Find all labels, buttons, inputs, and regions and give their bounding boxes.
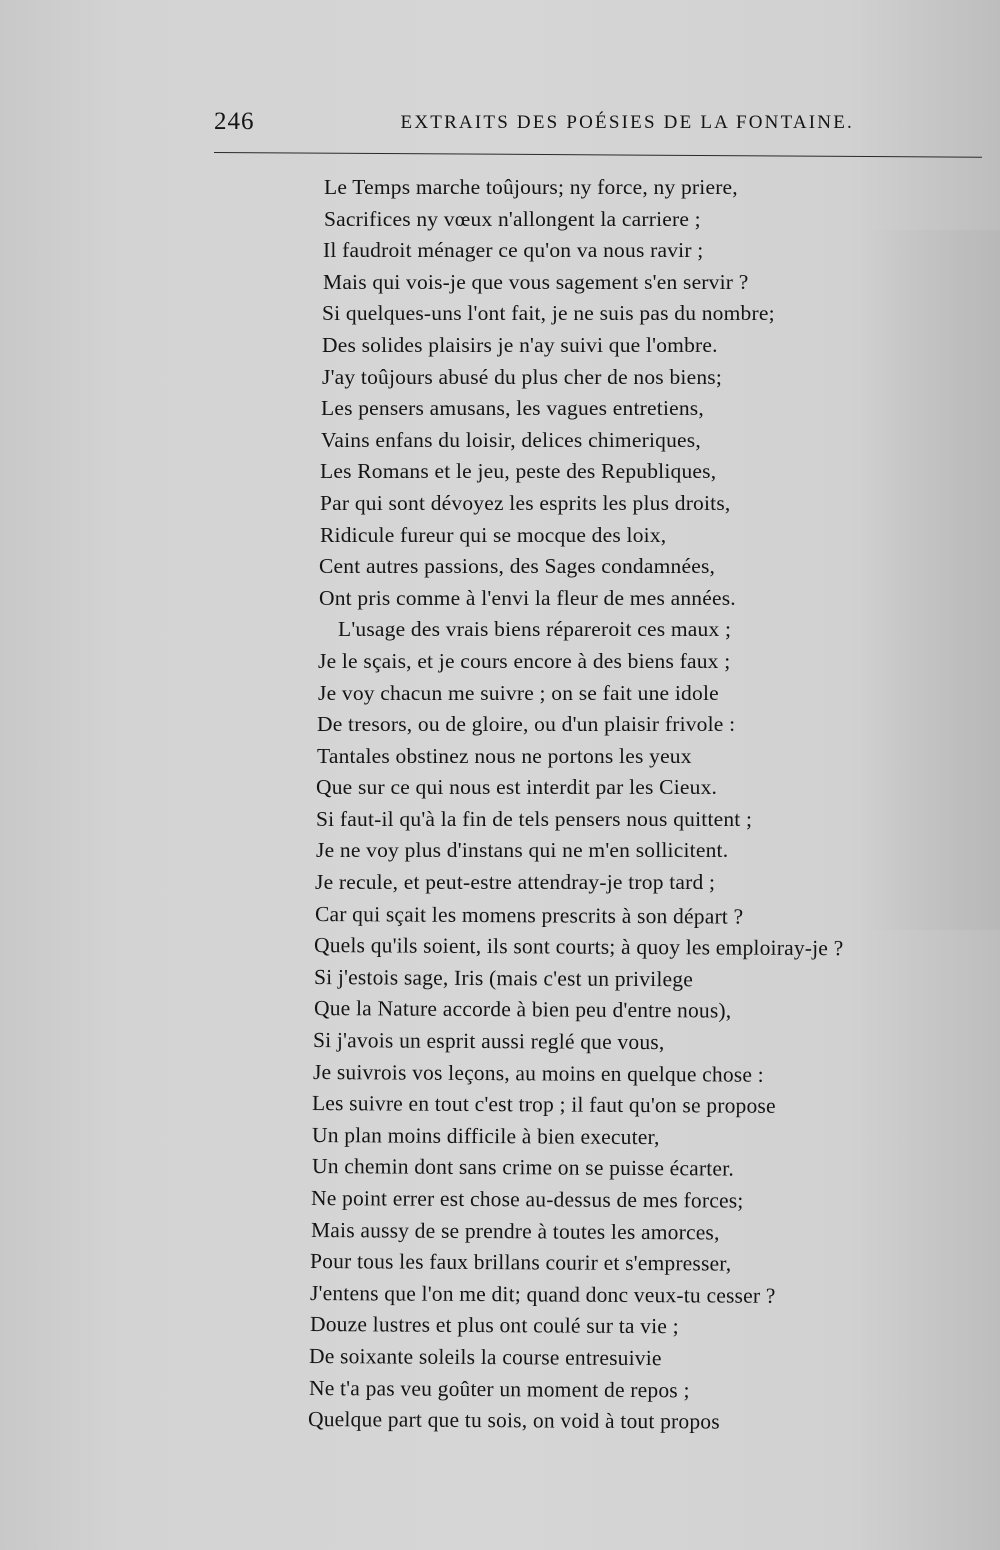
verse-line: Si quelques-uns l'ont fait, je ne suis pas du nombre; [322,301,775,326]
verse-line: Ridicule fureur qui se mocque des loix, [320,522,667,547]
verse-line: Le Temps marche toûjours; ny force, ny priere, [324,175,738,199]
page-number: 246 [214,108,255,135]
verse-line: De tresors, ou de gloire, ou d'un plaisir frivole : [317,712,736,737]
verse-line: Je voy chacun me suivre ; on se fait une idole [318,680,719,705]
verse-line: L'usage des vrais biens répareroit ces maux ; [338,617,732,642]
verse-line: Pour tous les faux brillans courir et s'empresser, [309,1249,732,1276]
verse-line: Si j'estois sage, Iris (mais c'est un privilege [313,964,694,992]
verse-line: Je ne voy plus d'instans qui ne m'en sollicitent. [316,838,729,863]
verse-line: J'entens que l'on me dit; quand donc veux-tu cesser ? [309,1280,776,1308]
verse-line: Si faut-il qu'à la fin de tels pensers nous quittent ; [316,806,753,831]
verse-line: Vains enfans du loisir, delices chimeriques, [321,427,701,452]
verse-line: Mais aussy de se prendre à toutes les amorces, [310,1217,720,1245]
verse-line: Ne t'a pas veu goûter un moment de repos ; [308,1375,690,1402]
verse-line: Un plan moins difficile à bien executer, [311,1122,660,1149]
verse-line: Que la Nature accorde à bien peu d'entre nous), [313,996,732,1023]
verse-line: Que sur ce qui nous est interdit par les Cieux. [316,775,718,800]
verse-line: De soixante soleils la course entresuivie [308,1343,662,1371]
running-head [214,108,854,142]
verse-line: Ne point errer est chose au-dessus de mes forces; [310,1186,744,1213]
verse-line: Tantales obstinez nous ne portons les yeux [317,743,692,768]
verse-line: Un chemin dont sans crime on se puisse écarter. [311,1154,735,1181]
verse-line: Par qui sont dévoyez les esprits les plus droits, [320,490,731,515]
verse-line: Quelque part que tu sois, on void à tout propos [307,1407,720,1434]
verse-line: Je suivrois vos leçons, au moins en quelque chose : [312,1059,764,1087]
verse-line: Je le sçais, et je cours encore à des biens faux ; [318,648,731,673]
running-title: EXTRAITS DES POÉSIES DE LA FONTAINE. [400,112,854,133]
verse-line: Car qui sçait les momens prescrits à son départ ? [314,901,744,929]
verse-line: Mais qui vois-je que vous sagement s'en servir ? [323,269,749,294]
verse-line: Des solides plaisirs je n'ay suivi que l'ombre. [322,332,718,357]
verse-line: Les suivre en tout c'est trop ; il faut qu'on se propose [311,1091,776,1119]
header-rule [214,152,982,158]
verse-line: Les Romans et le jeu, peste des Republiques, [320,459,717,484]
verse-line: Quels qu'ils soient, ils sont courts; à quoy les emploiray-je ? [313,933,844,961]
verse-line: Il faudroit ménager ce qu'on va nous ravir ; [323,238,704,263]
poem-text [300,172,940,1436]
verse-line: Ont pris comme à l'envi la fleur de mes années. [319,585,736,610]
verse-line: Sacrifices ny vœux n'allongent la carriere ; [324,206,701,231]
verse-line: Douze lustres et plus ont coulé sur ta vie ; [309,1312,679,1339]
verse-line: Je recule, et peut-estre attendray-je trop tard ; [315,870,716,895]
verse-line: Les pensers amusans, les vagues entretiens, [321,396,704,421]
verse-line: J'ay toûjours abusé du plus cher de nos biens; [322,364,723,389]
verse-line: Si j'avois un esprit aussi reglé que vous, [312,1028,665,1055]
verse-line: Cent autres passions, des Sages condamnées, [319,554,716,579]
